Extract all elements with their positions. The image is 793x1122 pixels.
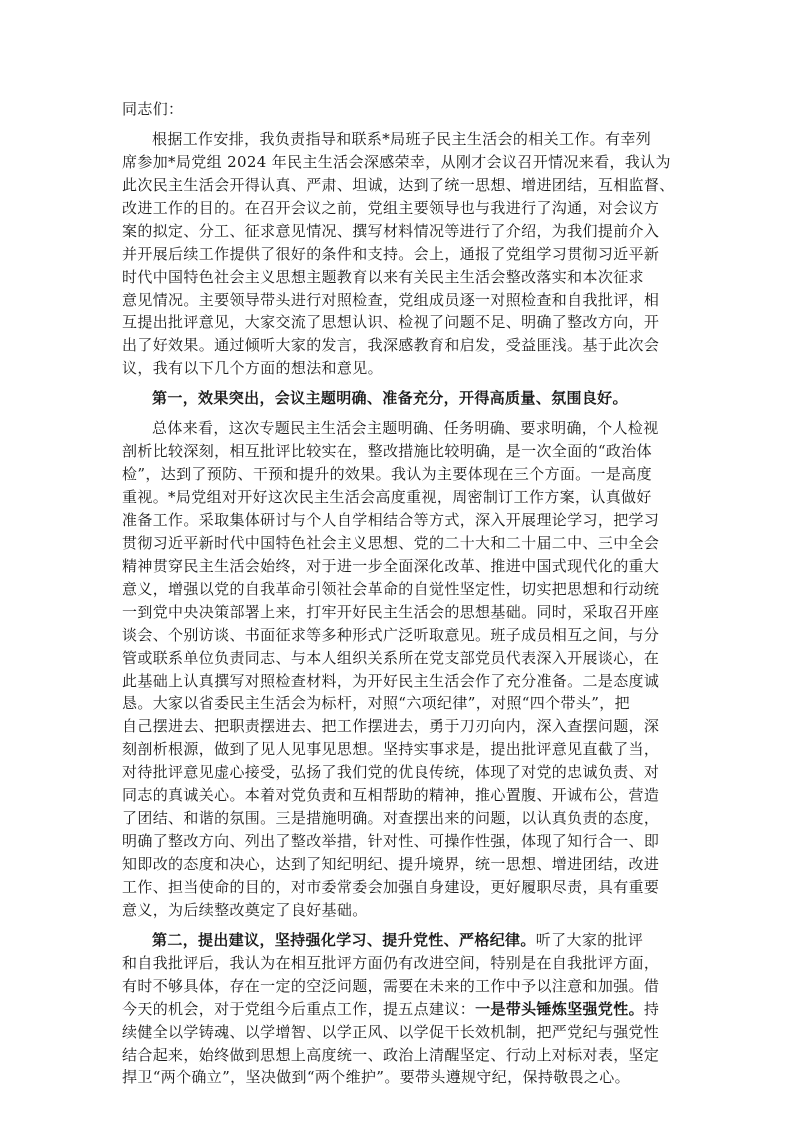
section-heading-two: 第二，提出建议，坚持强化学习、提升党性、严格纪律。 <box>152 930 536 949</box>
text-line <box>122 929 682 952</box>
section-one-heading-block <box>122 387 682 410</box>
text-line: 案的拟定、分工、征求意见情况、撰写材料情况等进行了介绍，为我们提前介入 <box>122 221 660 240</box>
text-line: 剖析比较深刻，相互批评比较实在，整改措施比较明确，是一次全面的“政治体 <box>122 442 652 461</box>
paragraph-section-two <box>122 929 682 1090</box>
text-run: 持 <box>643 999 660 1018</box>
text-line: 有时不够具体，存在一定的空泛问题，需要在未来的工作中予以注意和加强。借 <box>122 976 660 995</box>
text-line: 意义，为后续整改奠定了良好基础。 <box>122 900 368 919</box>
text-line: 一到党中央决策部署上来，打牢开好民主生活会的思想基础。同时，采取召开座 <box>122 602 660 621</box>
section-heading-one: 第一，效果突出，会议主题明确、准备充分，开得高质量、氛围良好。 <box>152 389 628 408</box>
text-line: 准备工作。采取集体研讨与个人自学相结合等方式，深入开展理论学习，把学习 <box>122 510 660 529</box>
text-line: 并开展后续工作提供了很好的条件和支持。会上，通报了党组学习贯彻习近平新 <box>122 244 660 263</box>
text-line: 意义，增强以党的自我革命引领社会革命的自觉性坚定性，切实把思想和行动统 <box>122 579 660 598</box>
paragraph-intro <box>122 128 682 380</box>
text-line: 总体来看，这次专题民主生活会主题明确、任务明确、要求明确，个人检视 <box>152 419 659 438</box>
text-line: 对待批评意见虚心接受，弘扬了我们党的优良传统，体现了对党的忠诚负责、对 <box>122 763 660 782</box>
text-line: 了团结、和谐的氛围。三是措施明确。对查摆出来的问题，以认真负责的态度， <box>122 809 660 828</box>
text-run: 听了大家的批评 <box>535 930 644 949</box>
text-line: 重视。*局党组对开好这次民主生活会高度重视，周密制订工作方案，认真做好 <box>122 488 652 506</box>
text-line: 同志的真诚关心。本着对党负责和互相帮助的精神，推心置腹、开诚布公，营造 <box>122 786 660 805</box>
text-line: 自己摆进去、把职责摆进去、把工作摆进去，勇于刀刃向内，深入查摆问题，深 <box>122 717 660 736</box>
text-line: 恳。大家以省委民主生活会为标杆，对照“六项纪律”，对照“四个带头”，把 <box>122 694 630 713</box>
text-line: 续健全以学铸魂、以学增智、以学正风、以学促干长效机制，把严党纪与强党性 <box>122 1022 660 1041</box>
text-run: 今天的机会，对于党组今后重点工作，提五点建议： <box>122 999 476 1018</box>
text-line: 时代中国特色社会主义思想主题教育以来有关民主生活会整改落实和本次征求 <box>122 267 644 286</box>
text-line: 管或联系单位负责同志、与本人组织关系所在党支部党员代表深入开展谈心，在 <box>122 648 660 667</box>
text-line: 此基础上认真撰写对照检查材料，为开好民主生活会作了充分准备。二是态度诚 <box>122 671 660 690</box>
text-line: 意见情况。主要领导带头进行对照检查，党组成员逐一对照检查和自我批评，相 <box>122 290 660 309</box>
text-line: 捍卫“两个确立”，坚决做到“两个维护”。要带头遵规守纪，保持敬畏之心。 <box>122 1068 630 1087</box>
text-line: 明确了整改方向、列出了整改举措，针对性、可操作性强，体现了知行合一、即 <box>122 832 660 851</box>
text-line: 检”，达到了预防、干预和提升的效果。我认为主要体现在三个方面。一是高度 <box>122 465 652 484</box>
text-line: 此次民主生活会开得认真、严肃、坦诚，达到了统一思想、增进团结，互相监督、 <box>122 175 675 194</box>
text-line: 互提出批评意见，大家交流了思想认识、检视了问题不足、明确了整改方向，开 <box>122 313 660 332</box>
text-line: 议，我有以下几个方面的想法和意见。 <box>122 359 383 378</box>
text-line: 刻剖析根源，做到了见人见事见思想。坚持实事求是，提出批评意见直截了当， <box>122 740 660 759</box>
text-line: 工作、担当使命的目的，对市委常委会加强自身建设，更好履职尽责，具有重要 <box>122 877 660 896</box>
text-line: 席参加*局党组 2024 年民主生活会深感荣幸，从刚才会议召开情况来看，我认为 <box>122 152 671 171</box>
salutation: 同志们： <box>122 100 184 118</box>
text-line: 和自我批评后，我认为在相互批评方面仍有改进空间，特别是在自我批评方面， <box>122 953 660 972</box>
text-line: 出了好效果。通过倾听大家的发言，我深感教育和启发，受益匪浅。基于此次会 <box>122 336 660 355</box>
paragraph-section-one <box>122 417 682 922</box>
text-line: 知即改的态度和决心，达到了知纪明纪、提升境界，统一思想、增进团结，改进 <box>122 855 660 873</box>
text-line <box>122 998 682 1021</box>
suggestion-one-heading: 一是带头锤炼坚强党性。 <box>475 999 644 1018</box>
text-line: 根据工作安排，我负责指导和联系*局班子民主生活会的相关工作。有幸列 <box>152 129 652 148</box>
document-body <box>122 98 682 1089</box>
text-line: 结合起来，始终做到思想上高度统一、政治上清醒坚定、行动上对标对表，坚定 <box>122 1045 660 1064</box>
text-line: 改进工作的目的。在召开会议之前，党组主要领导也与我进行了沟通，对会议方 <box>122 198 660 217</box>
text-line: 精神贯穿民主生活会始终，对于进一步全面深化改革、推进中国式现代化的重大 <box>122 556 660 575</box>
text-line: 贯彻习近平新时代中国特色社会主义思想、党的二十大和二十届二中、三中全会 <box>122 533 660 552</box>
text-line: 谈会、个别访谈、书面征求等多种形式广泛听取意见。班子成员相互之间，与分 <box>122 625 660 644</box>
